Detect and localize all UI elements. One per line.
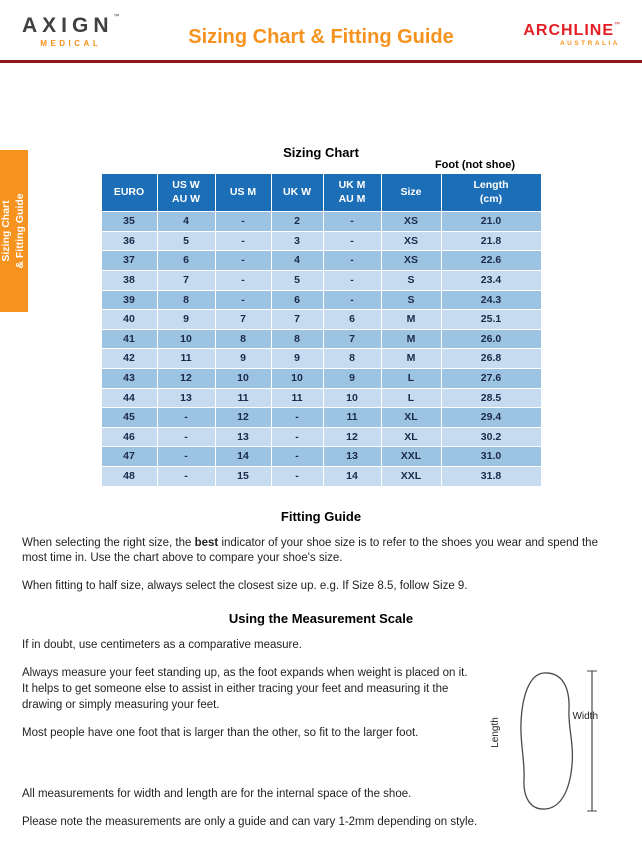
table-cell: 10: [271, 369, 323, 389]
table-cell: 14: [323, 467, 381, 487]
table-row: [101, 251, 541, 271]
table-cell: 45: [101, 408, 157, 428]
table-cell: 31.0: [441, 447, 541, 467]
table-cell: 26.8: [441, 349, 541, 369]
column-header: UK W: [271, 174, 323, 212]
table-cell: -: [157, 467, 215, 487]
table-cell: 48: [101, 467, 157, 487]
sizing-chart-title: Sizing Chart: [283, 145, 359, 160]
table-row: [101, 271, 541, 291]
table-cell: -: [157, 447, 215, 467]
table-cell: 11: [157, 349, 215, 369]
table-cell: 12: [157, 369, 215, 389]
table-cell: -: [271, 427, 323, 447]
axign-brand-sub: MEDICAL: [40, 39, 102, 48]
table-row: [101, 408, 541, 428]
paragraph-standing-up: Always measure your feet standing up, as the foot expands when weight is placed on it. It helps to get someone else to assist in either tracing your feet and measuring it the drawing or simply measuring your feet.: [22, 667, 468, 711]
header-divider: [0, 60, 642, 63]
measurement-section: [0, 611, 642, 831]
table-cell: -: [157, 408, 215, 428]
table-cell: M: [381, 310, 441, 330]
table-row: [101, 290, 541, 310]
table-cell: 40: [101, 310, 157, 330]
measurement-heading: Using the Measurement Scale: [228, 611, 414, 627]
table-row: [101, 231, 541, 251]
paragraph-best-indicator-pre: When selecting the right size, the: [22, 536, 195, 549]
paragraph-best-indicator: [22, 536, 620, 568]
table-cell: XXL: [381, 447, 441, 467]
sizing-table-body: [101, 212, 541, 486]
archline-trademark: ™: [614, 22, 620, 28]
column-header: Size: [381, 174, 441, 212]
table-cell: 25.1: [441, 310, 541, 330]
table-cell: 2: [271, 212, 323, 232]
table-cell: S: [381, 271, 441, 291]
axign-brand-name: AXIGN: [22, 14, 114, 37]
table-cell: 13: [157, 388, 215, 408]
side-tab-line2: & Fitting Guide: [13, 193, 26, 269]
table-cell: 35: [101, 212, 157, 232]
table-cell: 29.4: [441, 408, 541, 428]
table-cell: -: [215, 231, 271, 251]
column-header: US M: [215, 174, 271, 212]
table-cell: L: [381, 369, 441, 389]
table-cell: 13: [215, 427, 271, 447]
table-cell: 39: [101, 290, 157, 310]
sizing-table-head-row: [101, 174, 541, 212]
paragraph-centimeters: If in doubt, use centimeters as a comparative measure.: [22, 639, 302, 652]
table-cell: -: [323, 231, 381, 251]
foot-outline-icon: [489, 665, 614, 815]
table-cell: 7: [157, 271, 215, 291]
length-label: Length: [489, 717, 501, 748]
table-cell: -: [215, 290, 271, 310]
paragraph-larger-foot: Most people have one foot that is larger than the other, so fit to the larger foot.: [22, 726, 419, 739]
table-cell: 36: [101, 231, 157, 251]
table-cell: 21.8: [441, 231, 541, 251]
table-cell: 24.3: [441, 290, 541, 310]
archline-logo: [523, 22, 620, 47]
table-cell: 46: [101, 427, 157, 447]
table-cell: S: [381, 290, 441, 310]
table-cell: M: [381, 349, 441, 369]
table-row: [101, 349, 541, 369]
table-cell: 23.4: [441, 271, 541, 291]
table-cell: 9: [323, 369, 381, 389]
width-label: Width: [572, 711, 598, 723]
table-row: [101, 388, 541, 408]
table-cell: 9: [271, 349, 323, 369]
table-cell: 4: [271, 251, 323, 271]
table-row: [101, 427, 541, 447]
table-cell: 44: [101, 388, 157, 408]
paragraph-guide-variance: Please note the measurements are only a guide and can vary 1-2mm depending on style.: [22, 816, 478, 829]
table-cell: XS: [381, 212, 441, 232]
table-cell: 10: [323, 388, 381, 408]
table-cell: 6: [157, 251, 215, 271]
archline-brand-name: ARCHLINE: [523, 22, 614, 39]
table-cell: 37: [101, 251, 157, 271]
table-cell: 41: [101, 329, 157, 349]
table-row: [101, 447, 541, 467]
table-cell: 10: [215, 369, 271, 389]
table-cell: -: [271, 447, 323, 467]
table-cell: 9: [157, 310, 215, 330]
table-cell: -: [157, 427, 215, 447]
archline-brand-sub: AUSTRALIA: [559, 40, 620, 47]
paragraph-half-size: When fitting to half size, always select the closest size up. e.g. If Size 8.5, follow Size 9.: [22, 580, 468, 593]
table-cell: -: [215, 271, 271, 291]
paragraph-best-indicator-post: indicator of your shoe size is to refer to the shoes you wear and spend the most time in. Use the chart above to compare your shoe's size.: [22, 536, 598, 565]
table-row: [101, 329, 541, 349]
table-cell: -: [323, 212, 381, 232]
column-header: Length (cm): [441, 174, 541, 212]
side-tab-line1: Sizing Chart: [0, 200, 12, 262]
table-cell: 8: [323, 349, 381, 369]
column-header: EURO: [101, 174, 157, 212]
axign-logo: [22, 14, 120, 48]
table-cell: 21.0: [441, 212, 541, 232]
table-cell: 30.2: [441, 427, 541, 447]
table-cell: 31.8: [441, 467, 541, 487]
foot-not-shoe-note: Foot (not shoe): [434, 159, 515, 171]
fitting-guide-heading: Fitting Guide: [280, 508, 362, 524]
table-cell: 27.6: [441, 369, 541, 389]
page-title: Sizing Chart & Fitting Guide: [188, 26, 454, 48]
sizing-table: [101, 173, 542, 487]
table-cell: 11: [215, 388, 271, 408]
table-cell: 12: [215, 408, 271, 428]
sizing-chart-header: [101, 145, 541, 171]
fitting-guide-section: [0, 509, 642, 596]
table-row: [101, 310, 541, 330]
table-cell: -: [215, 212, 271, 232]
table-cell: 26.0: [441, 329, 541, 349]
table-cell: XS: [381, 231, 441, 251]
table-cell: 47: [101, 447, 157, 467]
column-header: UK M AU M: [323, 174, 381, 212]
table-cell: 28.5: [441, 388, 541, 408]
table-cell: 11: [323, 408, 381, 428]
table-cell: 42: [101, 349, 157, 369]
table-cell: 7: [271, 310, 323, 330]
table-cell: 14: [215, 447, 271, 467]
table-cell: -: [323, 290, 381, 310]
axign-trademark: ™: [113, 14, 120, 20]
table-cell: 7: [323, 329, 381, 349]
side-tab-label: [0, 150, 28, 312]
page-header: [0, 0, 642, 60]
side-tab: [0, 150, 28, 312]
table-cell: 13: [323, 447, 381, 467]
table-cell: -: [323, 251, 381, 271]
table-cell: M: [381, 329, 441, 349]
table-cell: 38: [101, 271, 157, 291]
table-cell: -: [271, 408, 323, 428]
sizing-chart-section: [0, 145, 642, 487]
table-cell: 11: [271, 388, 323, 408]
table-cell: XL: [381, 408, 441, 428]
table-cell: 22.6: [441, 251, 541, 271]
table-cell: 3: [271, 231, 323, 251]
table-cell: -: [271, 467, 323, 487]
table-cell: XS: [381, 251, 441, 271]
table-row: [101, 369, 541, 389]
table-cell: -: [323, 271, 381, 291]
paragraph-best-indicator-bold: best: [194, 536, 219, 549]
table-cell: XXL: [381, 467, 441, 487]
table-cell: 6: [323, 310, 381, 330]
table-cell: 8: [271, 329, 323, 349]
foot-measurement-diagram: [489, 665, 614, 815]
table-cell: 9: [215, 349, 271, 369]
column-header: US W AU W: [157, 174, 215, 212]
table-cell: 8: [157, 290, 215, 310]
table-cell: 15: [215, 467, 271, 487]
table-cell: 12: [323, 427, 381, 447]
table-cell: L: [381, 388, 441, 408]
table-cell: 7: [215, 310, 271, 330]
table-cell: 5: [157, 231, 215, 251]
table-cell: 4: [157, 212, 215, 232]
table-cell: 8: [215, 329, 271, 349]
table-cell: 5: [271, 271, 323, 291]
table-row: [101, 212, 541, 232]
table-cell: -: [215, 251, 271, 271]
paragraph-internal-space: All measurements for width and length are for the internal space of the shoe.: [22, 788, 412, 801]
table-row: [101, 467, 541, 487]
table-cell: XL: [381, 427, 441, 447]
table-cell: 43: [101, 369, 157, 389]
table-cell: 10: [157, 329, 215, 349]
table-cell: 6: [271, 290, 323, 310]
